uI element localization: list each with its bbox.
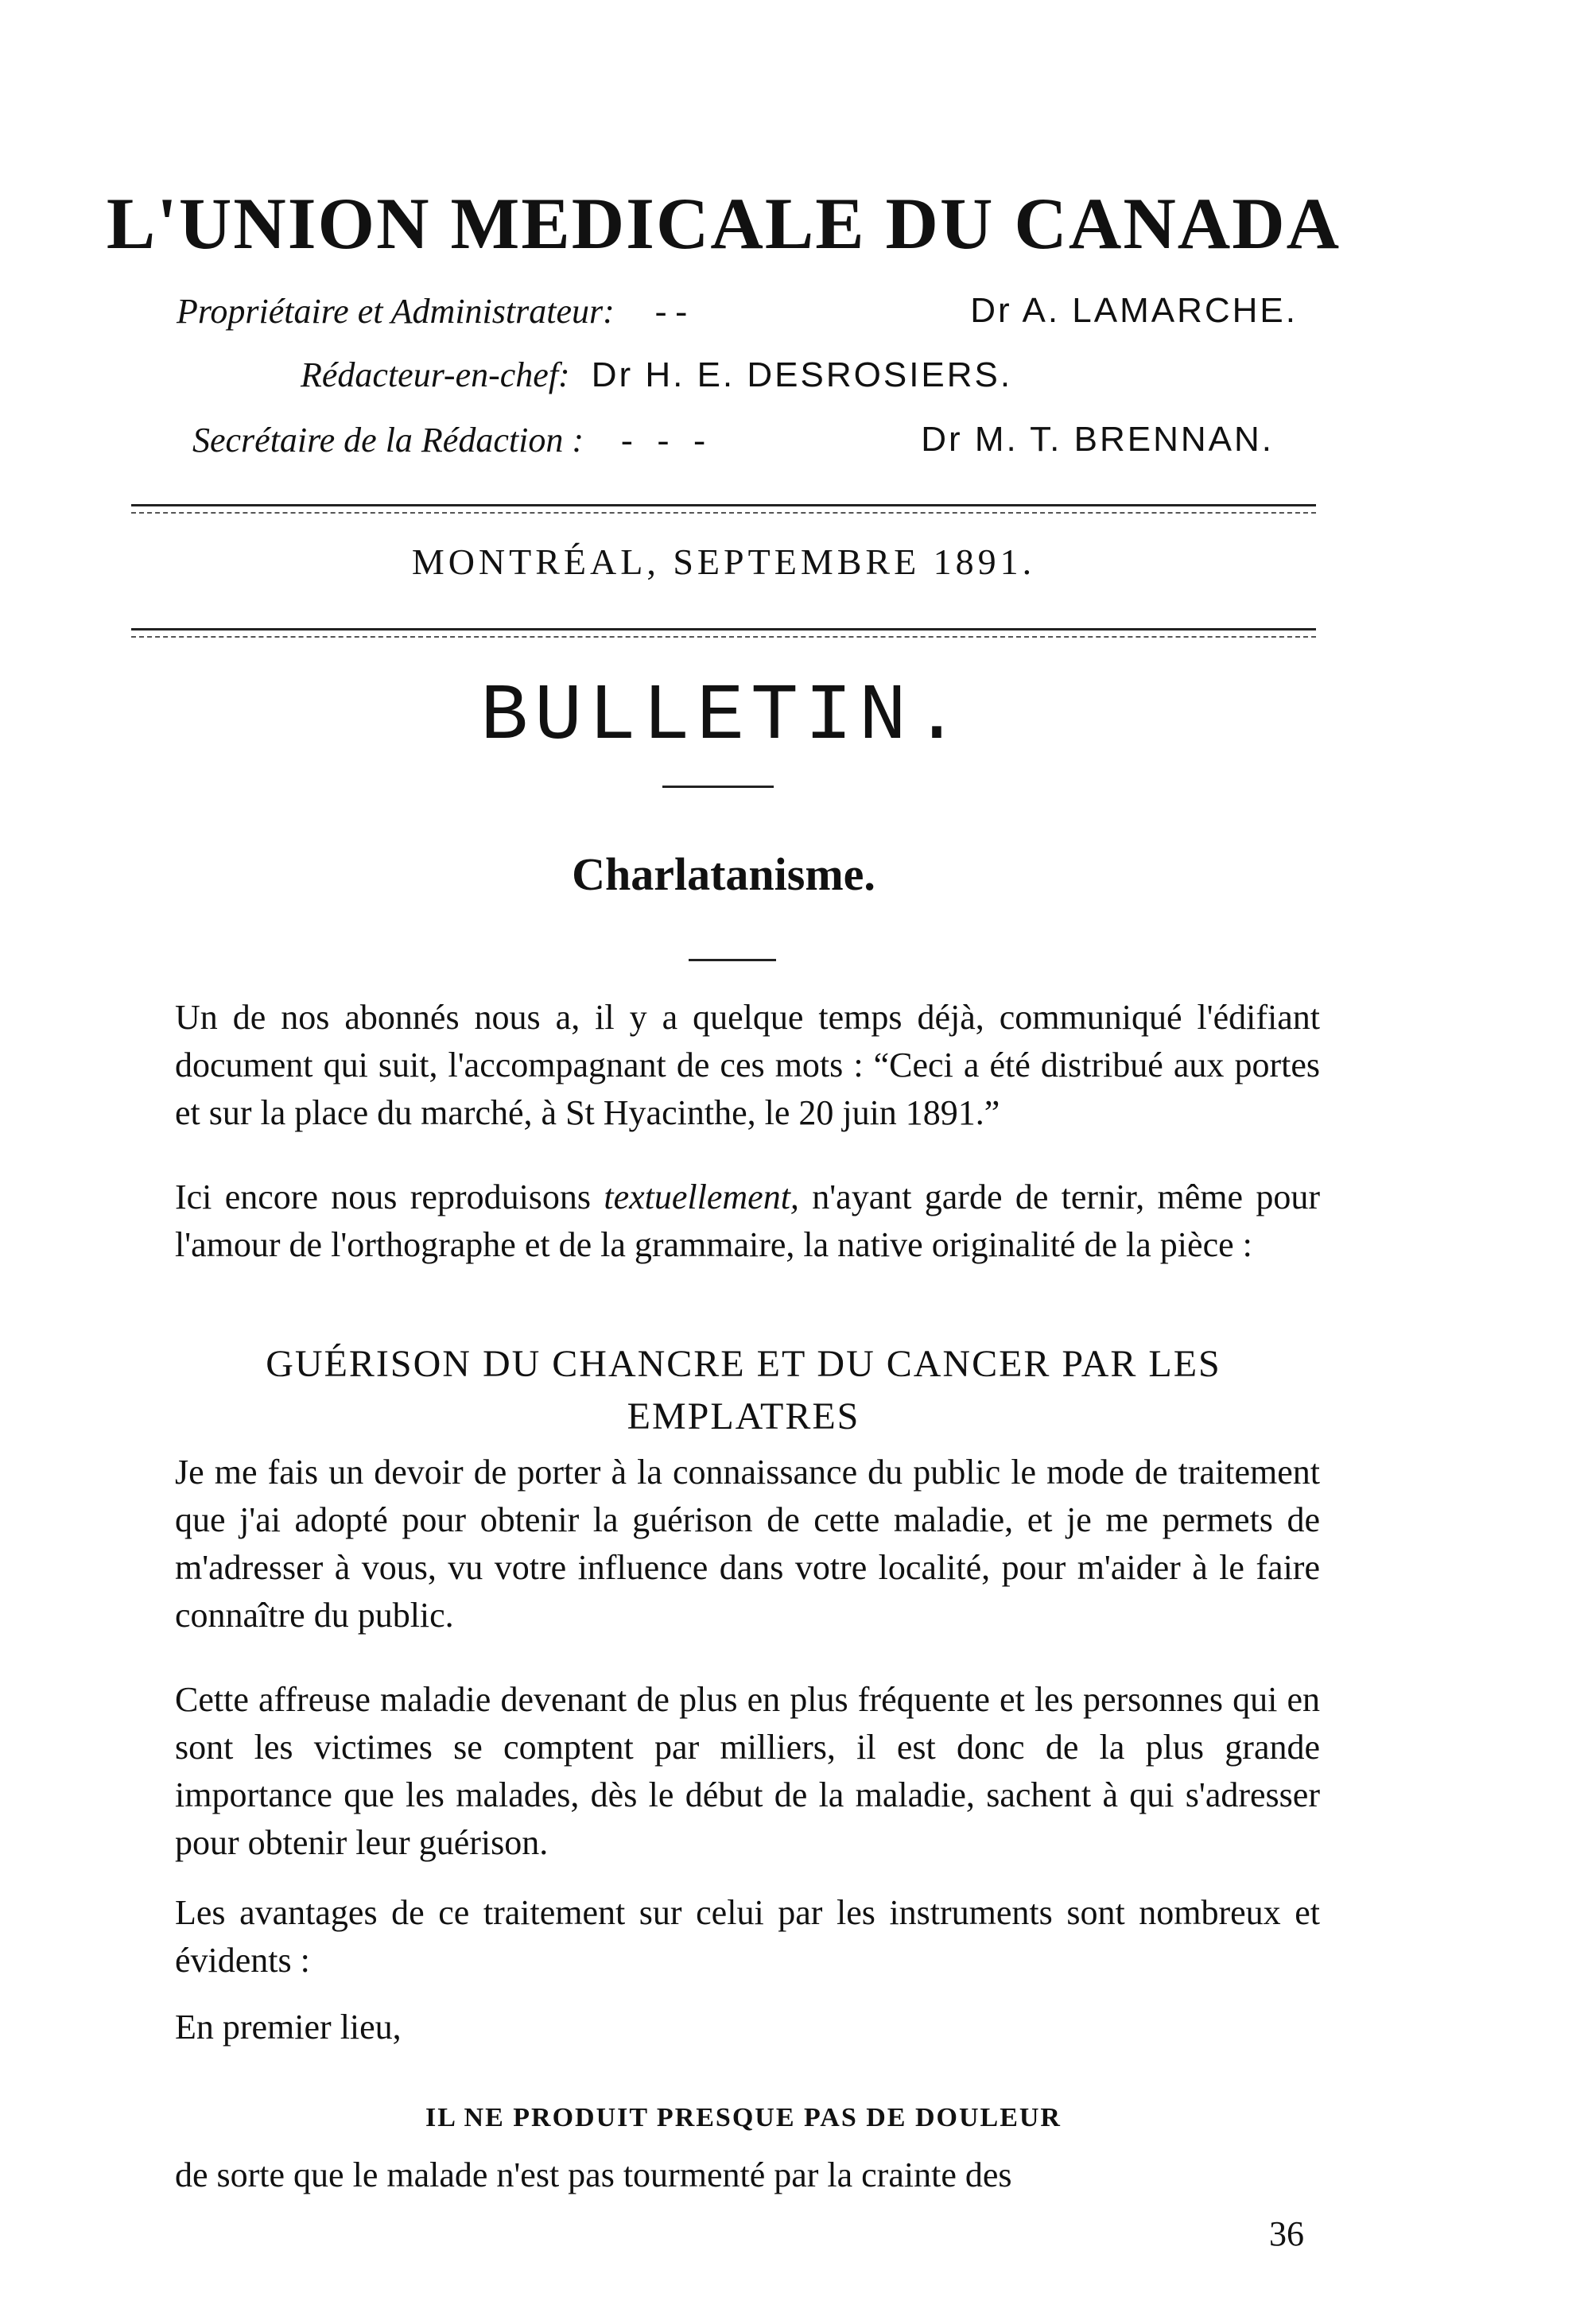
article-short-rule <box>689 959 776 961</box>
article-paragraph-1: Un de nos abonnés nous a, il y a quelque temps déjà, communiqué l'édifiant document qui suit, l'accompagnant de ces mots : “Ceci a été distribué aux portes et sur la place du marché, à St Hyacinthe, le 20 juin 1891.” <box>175 998 1320 1132</box>
quoted-paragraph-3: Les avantages de ce traitement sur celui par les instruments sont nombreux et évidents : <box>175 1893 1320 1980</box>
section-short-rule <box>662 786 774 788</box>
article-paragraph-2-text: Ici encore nous reproduisons textuellement, n'ayant garde de ternir, même pour l'amour de l'orthographe et de la grammaire, la native originalité de la pièce : <box>175 1178 1320 1264</box>
secretary-line <box>192 420 1322 460</box>
article-paragraph-2 <box>175 1174 1320 1269</box>
caps-line: IL NE PRODUIT PRESQUE PAS DE DOULEUR <box>425 2103 1062 2132</box>
section-title: BULLETIN. <box>479 673 968 762</box>
dateline: MONTRÉAL, SEPTEMBRE 1891. <box>411 541 1036 582</box>
proprietor-role: Propriétaire et Administrateur: <box>177 292 615 331</box>
quoted-heading: GUÉRISON DU CHANCRE ET DU CANCER PAR LES EMPLATRES <box>266 1343 1221 1437</box>
quoted-paragraph-1: Je me fais un devoir de porter à la connaissance du public le mode de traitement que j'ai adopté pour obtenir la guérison de cette maladie, et je me permets de m'adresser à vous, vu votre influence dans votre localité, pour m'aider à le faire connaître du public. <box>175 1453 1320 1635</box>
proprietor-dashes: - - <box>654 292 688 331</box>
secretary-name: Dr M. T. BRENNAN. <box>921 420 1274 459</box>
editor-line <box>301 355 1175 395</box>
proprietor-line <box>177 291 1322 332</box>
editor-role: Rédacteur-en-chef: <box>301 355 570 394</box>
quoted-paragraph-2: Cette affreuse maladie devenant de plus en plus fréquente et les personnes qui en sont les victimes se comptent par milliers, il est donc de la plus grande importance que les malades, dès le début de la maladie, sachent à qui s'adresser pour obtenir leur guérison. <box>175 1680 1320 1862</box>
quoted-paragraph-4: En premier lieu, <box>175 2008 402 2047</box>
secretary-dashes: - - - <box>620 421 713 460</box>
last-line: de sorte que le malade n'est pas tourmenté par la crainte des <box>175 2155 1012 2194</box>
emphasis-word: textuellement, <box>604 1178 799 1216</box>
page-number: 36 <box>1269 2214 1304 2253</box>
secretary-role: Secrétaire de la Rédaction : <box>192 421 584 460</box>
masthead-rule-top-dashed <box>131 512 1316 514</box>
editor-name: Dr H. E. DESROSIERS. <box>591 355 1013 394</box>
article-title: Charlatanisme. <box>572 848 875 900</box>
masthead-rule-top <box>131 504 1316 506</box>
journal-title: L'UNION MEDICALE DU CANADA <box>106 183 1341 264</box>
dateline-rule-dashed <box>131 636 1316 638</box>
dateline-rule <box>131 628 1316 630</box>
proprietor-name: Dr A. LAMARCHE. <box>970 291 1298 330</box>
